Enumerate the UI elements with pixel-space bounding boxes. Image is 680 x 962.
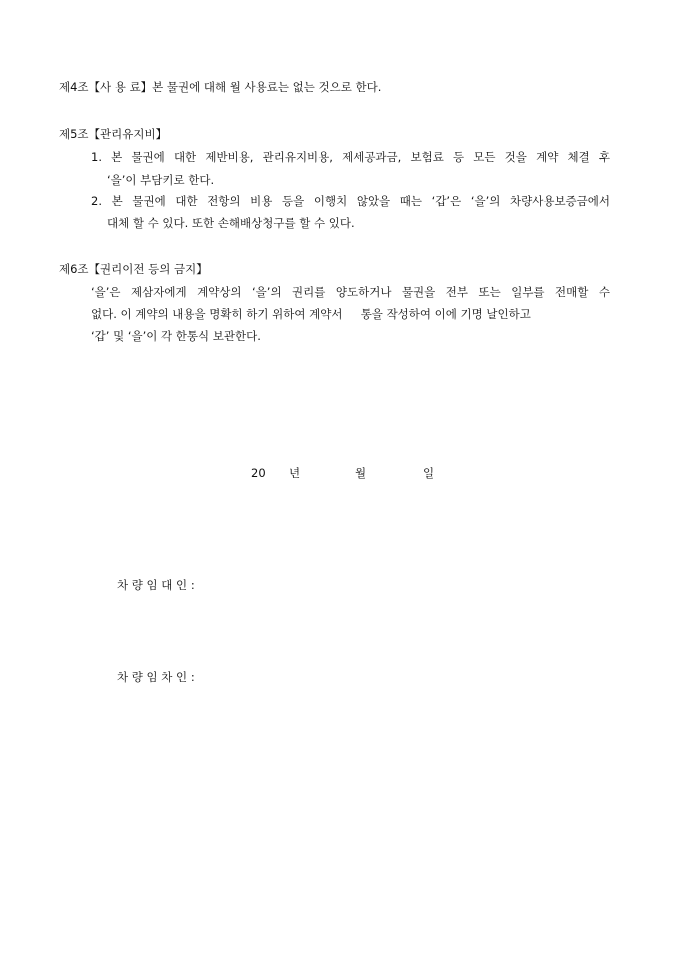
article5-item1-line1: 1. 본 물권에 대한 제반비용, 관리유지비용, 제세공과금, 보험료 등 모든 것을 계약 체결 후 xyxy=(91,150,610,164)
article5-item2-line1: 2. 본 물권에 대한 전항의 비용 등을 이행치 않았을 때는 ‘갑’은 ‘을’의 차량사용보증금에서 xyxy=(91,194,610,208)
date-month-unit: 월 xyxy=(355,466,367,480)
article6-line2: 없다. 이 계약의 내용을 명확히 하기 위하여 계약서 통을 작성하여 이에 기명 날인하고 xyxy=(91,307,531,321)
article6-line3: ‘갑’ 및 ‘을’이 각 한통식 보관한다. xyxy=(91,329,261,343)
lessor-signature-label: 차 량 임 대 인 : xyxy=(117,578,195,592)
lessee-signature-label: 차 량 임 차 인 : xyxy=(117,670,195,684)
article5-heading: 제5조【관리유지비】 xyxy=(59,127,168,141)
article4-text: 제4조【사 용 료】본 물권에 대해 월 사용료는 없는 것으로 한다. xyxy=(59,80,382,94)
date-year-prefix: 20 xyxy=(251,466,266,480)
article5-item1-line2: ‘을’이 부담키로 한다. xyxy=(107,173,215,187)
article6-line1: ‘을’은 제삼자에게 계약상의 ‘을’의 권리를 양도하거나 물권을 전부 또는 일부를 전매할 수 xyxy=(91,285,610,299)
article6-heading: 제6조【권리이전 등의 금지】 xyxy=(59,262,208,276)
article5-item2-line2: 대체 할 수 있다. 또한 손해배상청구를 할 수 있다. xyxy=(107,216,355,230)
date-day-unit: 일 xyxy=(423,466,435,480)
date-year-unit: 년 xyxy=(289,466,301,480)
